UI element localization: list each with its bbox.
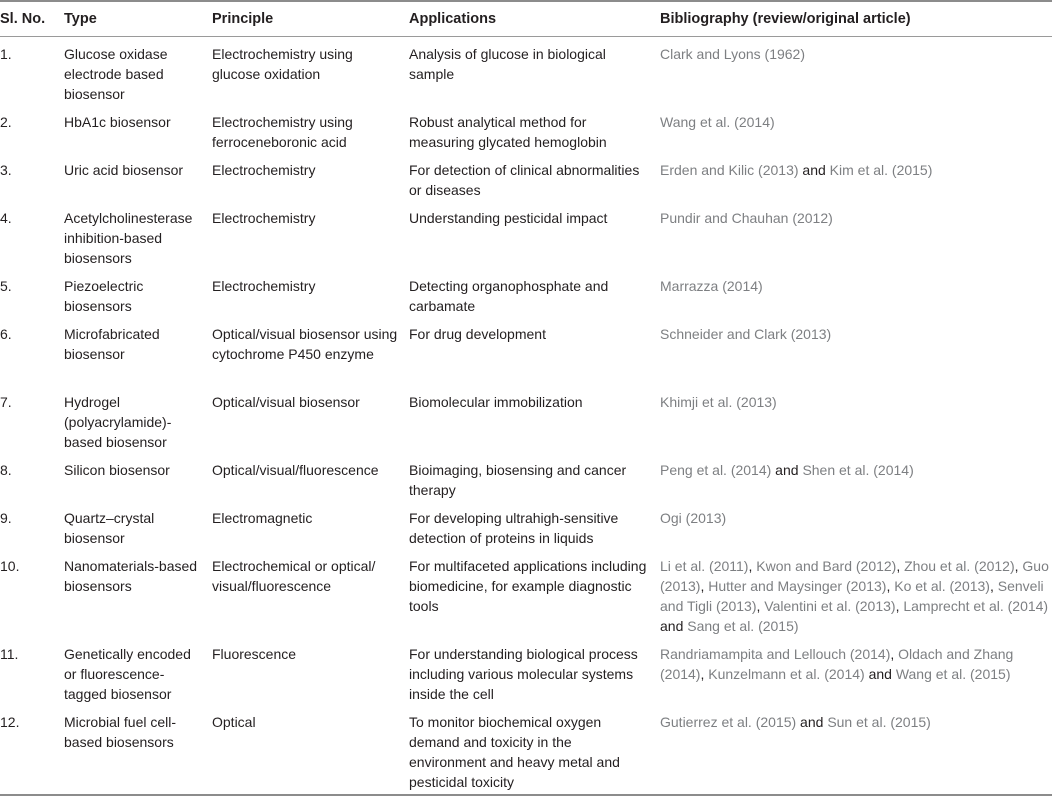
row-number: 8. bbox=[0, 462, 12, 478]
row-bibliography bbox=[660, 208, 1052, 228]
row-number: 9. bbox=[0, 510, 12, 526]
row-bibliography bbox=[660, 644, 1052, 684]
row-number: 6. bbox=[0, 326, 12, 342]
header-rule bbox=[0, 36, 1052, 37]
row-applications: To monitor biochemical oxygen demand and toxicity in the environment and heavy metal and pesticidal toxicity bbox=[409, 714, 620, 790]
row-type: Quartz–crystal biosensor bbox=[64, 510, 155, 546]
citation-link[interactable]: Senveli and Tigli (2013) bbox=[660, 578, 1044, 614]
citation-separator: , bbox=[756, 598, 765, 614]
table-top-rule bbox=[0, 0, 1052, 2]
citation-separator: and bbox=[796, 714, 828, 730]
citation-link[interactable]: Kunzelmann et al. (2014) bbox=[708, 666, 865, 682]
citation-separator: , bbox=[700, 666, 709, 682]
row-type: Nanomaterials-based biosensors bbox=[64, 558, 198, 594]
citation-link[interactable]: Ogi (2013) bbox=[660, 510, 727, 526]
row-number: 3. bbox=[0, 162, 12, 178]
row-principle: Electrochemical or optical/ visual/fluorescence bbox=[212, 558, 376, 594]
header-principle: Principle bbox=[212, 11, 274, 27]
citation-separator: , bbox=[895, 598, 904, 614]
row-bibliography bbox=[660, 112, 1052, 132]
row-applications: For developing ultrahigh-sensitive detection of proteins in liquids bbox=[409, 510, 619, 546]
row-bibliography bbox=[660, 392, 1052, 412]
row-principle: Optical bbox=[212, 714, 256, 730]
row-principle: Optical/visual/fluorescence bbox=[212, 462, 379, 478]
citation-link[interactable]: Kwon and Bard (2012) bbox=[756, 558, 897, 574]
row-bibliography bbox=[660, 276, 1052, 296]
row-applications: Analysis of glucose in biological sample bbox=[409, 46, 606, 82]
citation-link[interactable]: Wang et al. (2014) bbox=[660, 114, 775, 130]
citation-link[interactable]: Sang et al. (2015) bbox=[687, 618, 799, 634]
row-type: HbA1c biosensor bbox=[64, 114, 171, 130]
row-bibliography bbox=[660, 712, 1052, 732]
citation-link[interactable]: Marrazza (2014) bbox=[660, 278, 763, 294]
citation-link[interactable]: Li et al. (2011) bbox=[660, 558, 749, 574]
row-type: Hydrogel (polyacrylamide)-based biosensor bbox=[64, 394, 172, 450]
citation-link[interactable]: Erden and Kilic (2013) bbox=[660, 162, 799, 178]
citation-separator: , bbox=[886, 578, 895, 594]
header-sl-no: Sl. No. bbox=[0, 11, 46, 27]
row-type: Microbial fuel cell-based biosensors bbox=[64, 714, 177, 750]
citation-separator: , bbox=[896, 558, 905, 574]
row-type: Acetylcholinesterase inhibition-based biosensors bbox=[64, 210, 193, 266]
row-applications: For detection of clinical abnormalities or diseases bbox=[409, 162, 640, 198]
row-number: 7. bbox=[0, 394, 12, 410]
citation-link[interactable]: Wang et al. (2015) bbox=[895, 666, 1011, 682]
row-number: 5. bbox=[0, 278, 12, 294]
row-type: Microfabricated biosensor bbox=[64, 326, 160, 362]
row-number: 1. bbox=[0, 46, 12, 62]
citation-separator: and bbox=[798, 162, 830, 178]
citation-separator: , bbox=[700, 578, 709, 594]
row-applications: For multifaceted applications including biomedicine, for example diagnostic tools bbox=[409, 558, 647, 614]
row-principle: Electrochemistry using glucose oxidation bbox=[212, 46, 353, 82]
row-type: Silicon biosensor bbox=[64, 462, 170, 478]
row-applications: Robust analytical method for measuring glycated hemoglobin bbox=[409, 114, 607, 150]
citation-separator: , bbox=[989, 578, 998, 594]
citation-link[interactable]: Pundir and Chauhan (2012) bbox=[660, 210, 833, 226]
citation-link[interactable]: Sun et al. (2015) bbox=[827, 714, 931, 730]
row-principle: Fluorescence bbox=[212, 646, 297, 662]
table-bottom-rule bbox=[0, 794, 1052, 796]
row-number: 10. bbox=[0, 558, 20, 574]
row-principle: Optical/visual biosensor bbox=[212, 394, 360, 410]
row-bibliography bbox=[660, 160, 1052, 180]
citation-link[interactable]: Lamprecht et al. (2014) bbox=[903, 598, 1049, 614]
row-applications: Detecting organophosphate and carbamate bbox=[409, 278, 609, 314]
citation-separator: and bbox=[660, 618, 688, 634]
citation-separator: , bbox=[748, 558, 757, 574]
citation-link[interactable]: Hutter and Maysinger (2013) bbox=[708, 578, 887, 594]
row-bibliography bbox=[660, 324, 1052, 344]
row-number: 11. bbox=[0, 646, 19, 662]
citation-separator: , bbox=[1014, 558, 1023, 574]
citation-link[interactable]: Shen et al. (2014) bbox=[802, 462, 914, 478]
row-applications: For understanding biological process including various molecular systems inside the cell bbox=[409, 646, 638, 702]
citation-link[interactable]: Clark and Lyons (1962) bbox=[660, 46, 806, 62]
citation-separator: and bbox=[864, 666, 896, 682]
header-applications: Applications bbox=[409, 11, 497, 27]
citation-link[interactable]: Ko et al. (2013) bbox=[894, 578, 990, 594]
row-applications: Understanding pesticidal impact bbox=[409, 210, 608, 226]
row-number: 2. bbox=[0, 114, 12, 130]
citation-link[interactable]: Valentini et al. (2013) bbox=[764, 598, 896, 614]
citation-link[interactable]: Khimji et al. (2013) bbox=[660, 394, 777, 410]
row-type: Glucose oxidase electrode based biosensor bbox=[64, 46, 168, 102]
row-principle: Electrochemistry bbox=[212, 278, 316, 294]
header-type: Type bbox=[64, 11, 97, 27]
citation-link[interactable]: Guo (2013) bbox=[660, 558, 1049, 594]
citation-link[interactable]: Randriamampita and Lellouch (2014) bbox=[660, 646, 891, 662]
citation-separator: , bbox=[890, 646, 899, 662]
citation-link[interactable]: Oldach and Zhang (2014) bbox=[660, 646, 1014, 682]
citation-link[interactable]: Zhou et al. (2012) bbox=[904, 558, 1015, 574]
row-applications: For drug development bbox=[409, 326, 546, 342]
citation-link[interactable]: Kim et al. (2015) bbox=[829, 162, 933, 178]
row-number: 4. bbox=[0, 210, 12, 226]
row-principle: Electrochemistry bbox=[212, 162, 316, 178]
row-bibliography bbox=[660, 460, 1052, 480]
row-principle: Optical/visual biosensor using cytochrome P450 enzyme bbox=[212, 326, 398, 362]
citation-link[interactable]: Schneider and Clark (2013) bbox=[660, 326, 832, 342]
header-bibliography: Bibliography (review/original article) bbox=[660, 11, 911, 27]
row-type: Piezoelectric biosensors bbox=[64, 278, 144, 314]
row-principle: Electromagnetic bbox=[212, 510, 313, 526]
row-number: 12. bbox=[0, 714, 20, 730]
row-principle: Electrochemistry bbox=[212, 210, 316, 226]
row-bibliography bbox=[660, 44, 1052, 64]
row-applications: Bioimaging, biosensing and cancer therapy bbox=[409, 462, 627, 498]
row-type: Uric acid biosensor bbox=[64, 162, 184, 178]
row-applications: Biomolecular immobilization bbox=[409, 394, 583, 410]
citation-link[interactable]: Peng et al. (2014) bbox=[660, 462, 772, 478]
row-type: Genetically encoded or fluorescence-tagged biosensor bbox=[64, 646, 191, 702]
row-bibliography bbox=[660, 508, 1052, 528]
citation-link[interactable]: Gutierrez et al. (2015) bbox=[660, 714, 797, 730]
row-principle: Electrochemistry using ferroceneboronic acid bbox=[212, 114, 353, 150]
row-bibliography bbox=[660, 556, 1052, 636]
citation-separator: and bbox=[771, 462, 803, 478]
